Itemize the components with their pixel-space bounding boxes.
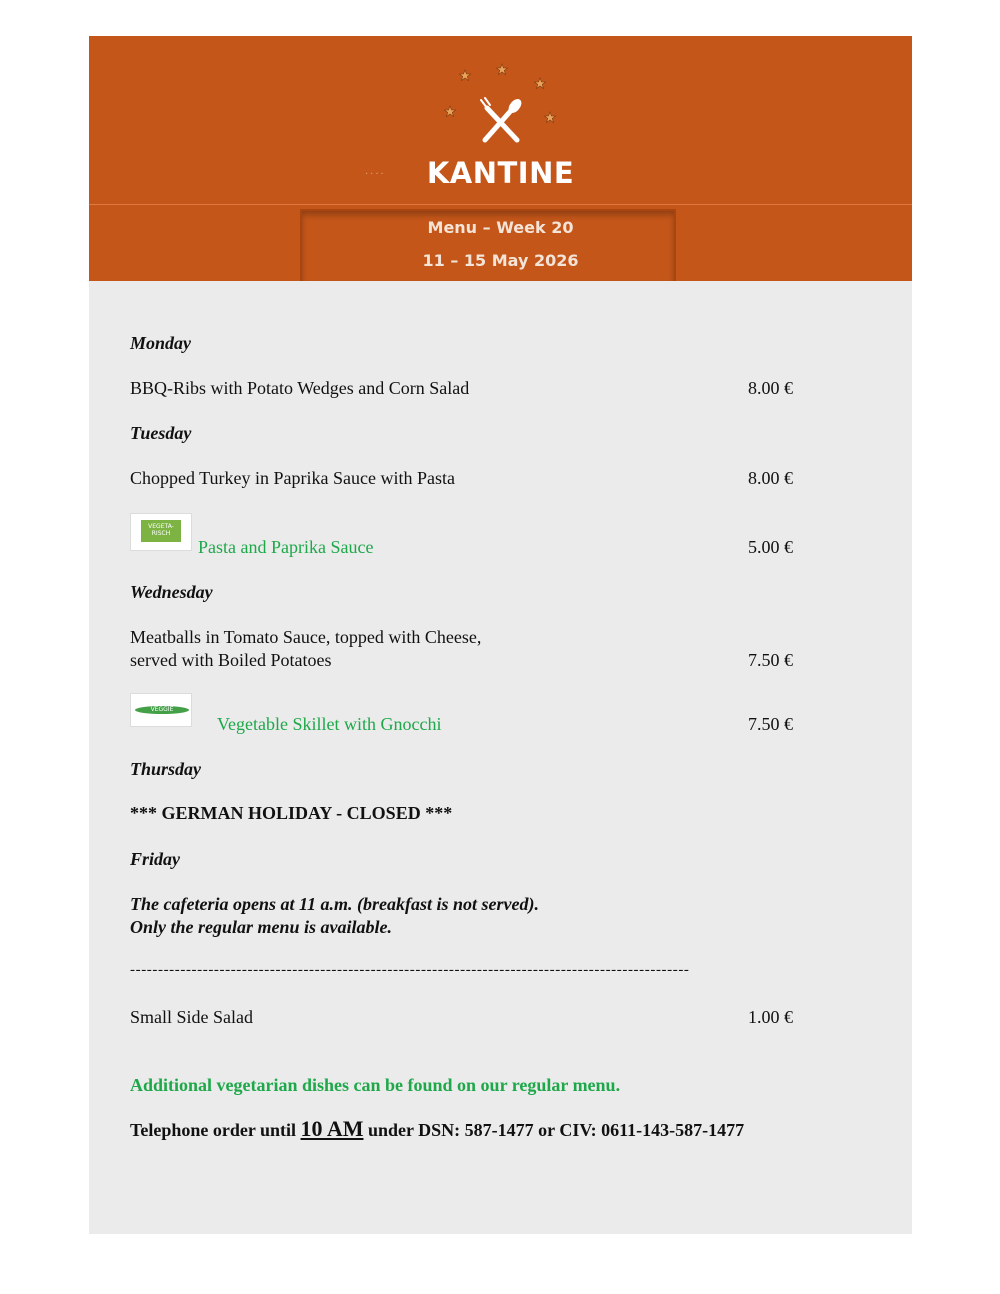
- friday-note-line1: The cafeteria opens at 11 a.m. (breakfast is not served).: [130, 894, 539, 914]
- header-divider: [89, 204, 912, 205]
- wednesday-dish-line2: served with Boiled Potatoes: [130, 650, 332, 670]
- separator-line: ----------------------------------------------------------------------------------------------------: [130, 962, 690, 978]
- thursday-note: *** GERMAN HOLIDAY - CLOSED ***: [130, 803, 453, 823]
- cutlery-stars-logo-icon: [429, 56, 569, 166]
- vegetarisch-flag: VEGETA-RISCH: [141, 520, 181, 542]
- day-wednesday: Wednesday: [130, 582, 213, 602]
- day-thursday: Thursday: [130, 759, 202, 779]
- header-banner: [89, 36, 912, 281]
- veggie-label: VEGGIE: [135, 706, 189, 714]
- order-time: 10 AM: [300, 1116, 364, 1141]
- day-tuesday: Tuesday: [130, 423, 192, 443]
- vegetarian-note: Additional vegetarian dishes can be found on our regular menu.: [130, 1075, 621, 1095]
- wednesday-dish-line1: Meatballs in Tomato Sauce, topped with Cheese,: [130, 627, 482, 647]
- friday-note-line2: Only the regular menu is available.: [130, 917, 393, 937]
- wednesday-price: 7.50 €: [748, 650, 793, 670]
- order-suffix: under DSN: 587-1477 or CIV: 0611-143-587-1477: [363, 1120, 745, 1140]
- tuesday-veg-price: 5.00 €: [748, 537, 793, 557]
- day-friday: Friday: [130, 849, 181, 869]
- day-monday: Monday: [130, 333, 192, 353]
- tuesday-dish: Chopped Turkey in Paprika Sauce with Pasta: [130, 468, 455, 488]
- decorative-dots: ....: [365, 166, 386, 177]
- order-prefix: Telephone order until: [130, 1120, 301, 1140]
- side-price: 1.00 €: [748, 1007, 793, 1027]
- vegetarian-badge-icon: [130, 513, 192, 551]
- tuesday-price: 8.00 €: [748, 468, 793, 488]
- wednesday-veg-dish: Vegetable Skillet with Gnocchi: [217, 714, 442, 734]
- date-range: 11 – 15 May 2026: [422, 251, 579, 270]
- veggie-badge-icon: [130, 693, 192, 727]
- page-title: KANTINE: [426, 156, 575, 190]
- order-info: [130, 1116, 744, 1142]
- wednesday-veg-price: 7.50 €: [748, 714, 793, 734]
- side-dish: Small Side Salad: [130, 1007, 253, 1027]
- week-label: Menu – Week 20: [427, 218, 574, 237]
- monday-dish: BBQ-Ribs with Potato Wedges and Corn Salad: [130, 378, 470, 398]
- monday-price: 8.00 €: [748, 378, 793, 398]
- tuesday-veg-dish: Pasta and Paprika Sauce: [198, 537, 374, 557]
